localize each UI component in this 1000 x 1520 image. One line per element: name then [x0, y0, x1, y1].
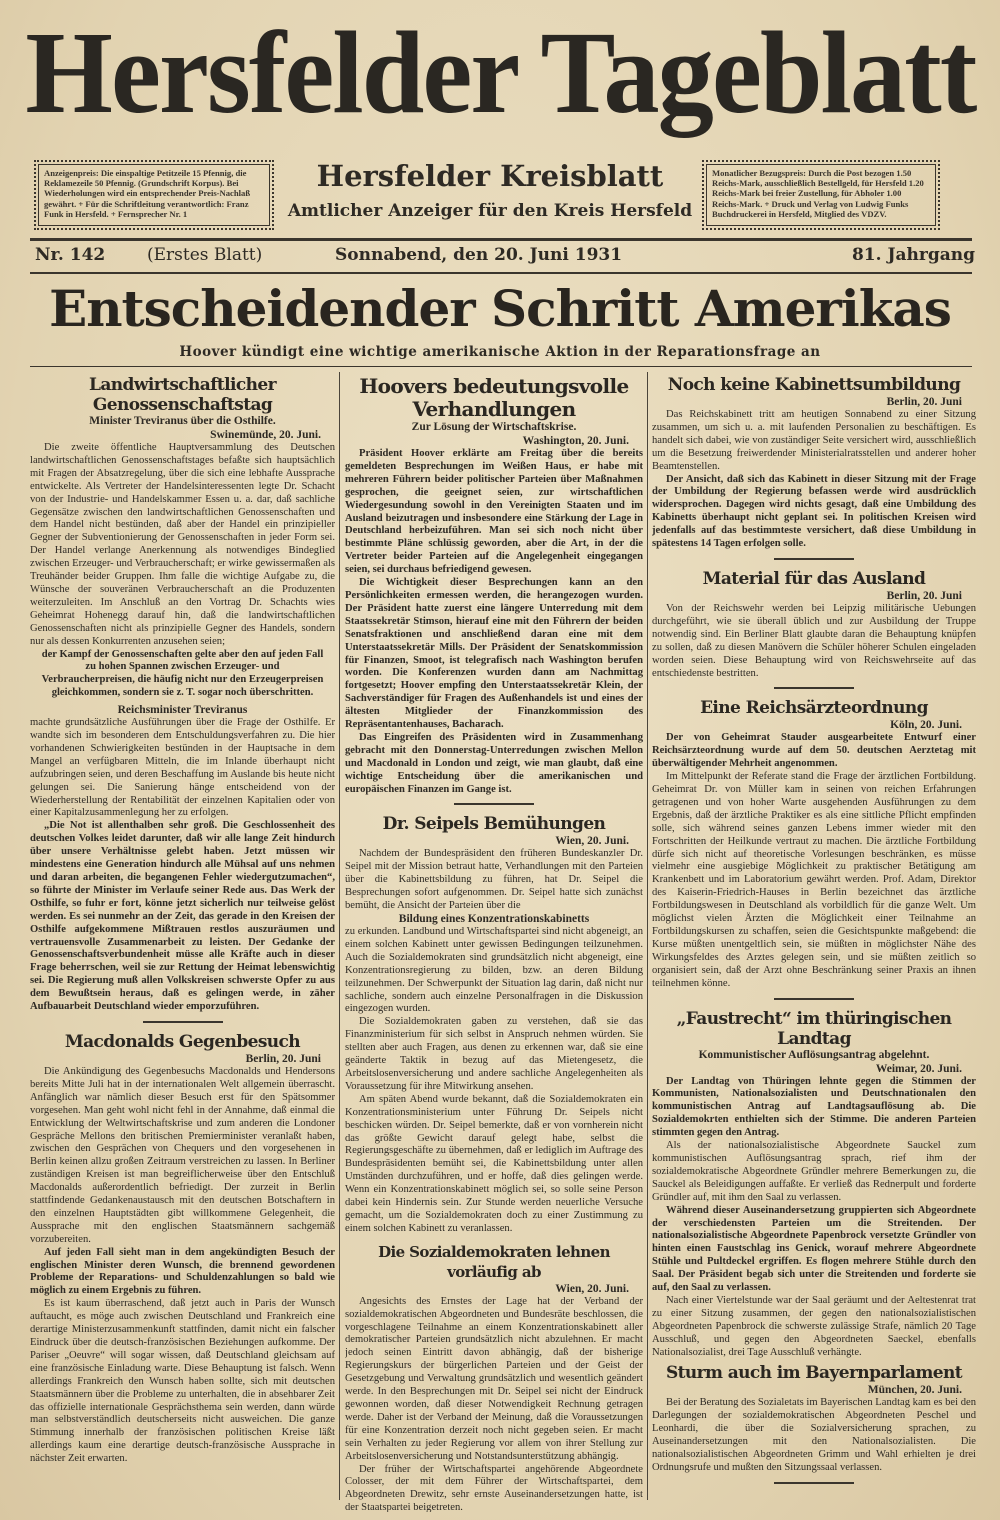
- article-title: Dr. Seipels Bemühungen: [382, 814, 606, 835]
- newspaper-title: Hersfelder Tageblatt: [24, 7, 976, 138]
- article-title: Landwirtschaftlicher Genossenschaftstag: [89, 375, 276, 415]
- paragraph: Die Ankündigung des Gegenbesuchs Macdonalds und Hendersons bereits Mitte Juli hat in der internationalen Welt allgemein überrascht. Anfänglich war nämlich dieser Besuch erst für den Spätsommer vorgesehen. Man geht wohl nicht fehl in der Annahme, daß einmal die Entwicklung der Weltwirtschaftskrise und zum anderen die Londoner Gespräche Mellons den britischen Premierminister veranlaßt haben, zwischen den Gesprächen von Chequers und den vorgesehenen in Berlin keinen allzu großen Zeitraum verstreichen zu lassen. In Berliner zuständigen Kreisen ist man begreiflicherweise über den Entschluß Macdonalds außerordentlich befriedigt. Der zurzeit in Berlin stattfindende Gedankenaustausch mit den deutschen Botschaftern in den einzelnen Hauptstädten gibt willkommene Gelegenheit, die Aussprache mit den englischen Staatsmännern sachgemäß vorzubereiten.: [30, 1065, 335, 1245]
- newspaper-title-row: [0, 8, 1000, 143]
- separator: [774, 558, 854, 560]
- article-subtitle: Zur Lösung der Wirtschaftskrise.: [411, 421, 577, 433]
- dateline: [35, 244, 975, 268]
- article-ausland: [652, 569, 976, 680]
- divider: [30, 366, 972, 367]
- kreisblatt-title: Hersfelder Kreisblatt: [316, 159, 664, 193]
- kreisblatt-title-row: [282, 158, 698, 194]
- article-macdonald: [30, 1032, 335, 1466]
- divider: [30, 272, 972, 274]
- paragraph: Als der nationalsozialistische Abgeordnete Sauckel zum kommunistischen Auflösungsantrag sprach, rief ihm der sozialdemokratische Abgeordnete Gründler mehrere Bemerkungen zu, die Sauckel als Beleidigungen auffaßte. Er verließ das Rednerpult und forderte Gründler auf, mit ihm den Saal zu verlassen.: [652, 1140, 976, 1203]
- article-title: „Faustrecht“ im thüringischen Landtag: [676, 1008, 952, 1049]
- column-1: [30, 375, 335, 1512]
- paragraph: Im Mittelpunkt der Referate stand die Frage der ärztlichen Fortbildung. Geheimrat Dr. von Müller kam in seinen von reichen Erfahrungen getragenen und von hoher Warte ausgehenden Ausführungen zu dem Ergebnis, daß der ärztliche Praktiker es als eine sittliche Pflicht empfinden solle, sich während seines ganzen Lebens immer wieder mit den Fortschritten der Heilkunde vertraut zu machen. Die ärztliche Fortbildung dürfe sich nicht auf theoretische Vorlesungen beschränken, es müsse vielmehr eine ausgiebige Möglichkeit zu praktischer Betätigung am Krankenbett und im Laboratorium gewährt werden. Prof. Adam, Direktor des Kaiserin-Friedrich-Hauses in Berlin bezeichnet das ärztliche Fortbildungswesen in Deutschland als vorbildlich für die ganze Welt. Um möglichst vielen Ärzten die Möglichkeit einer Teilnahme an Fortbildungskursen zu schaffen, seien die Gesichtspunkte maßgebend: die Kurse müßten unentgeltlich sein, sie müßten in möglichster Nähe des Wirkungsfeldes des Arztes gelegen sein, und sie müßten zeitlich so organisiert sein, daß der Arzt ohne Beschränkung seiner Praxis an ihnen teilnehmen könne.: [652, 771, 976, 989]
- article-dateline: Wien, 20. Juni.: [555, 835, 629, 848]
- interheading: Reichsminister Treviranus: [117, 704, 248, 717]
- paragraph: Auf jeden Fall sieht man in dem angekündigten Besuch der englischen Minister deren Wunsch, die brennend gewordenen Probleme der Reparations- und Schuldenzahlungen so bald wie möglich zu einem Ergebnis zu führen.: [30, 1246, 335, 1297]
- article-dateline: Köln, 20. Juni.: [890, 719, 962, 732]
- paragraph: Präsident Hoover erklärte am Freitag über die bereits gemeldeten Besprechungen im Weißen Haus, er habe mit mehreren Führern beider politischer Parteien über Maßnahmen gesprochen, die geeignet seien, zur wirtschaftlichen Wiedergesundung sowohl in den Vereinigten Staaten und im Ausland beizutragen und insbesondere eine Stärkung der Lage in Deutschland herbeizuführen. Man sei sich noch nicht über bestimmte Pläne schlüssig geworden, aber die Art, in der die Vertreter beider Parteien auf die Angelegenheit eingegangen seien, sei durchaus befriedigend gewesen.: [345, 448, 643, 576]
- article-dateline: Berlin, 20. Juni: [245, 1052, 321, 1065]
- paragraph: Der früher der Wirtschaftspartei angehörende Abgeordnete Colosser, der mit dem Führer der Wirtschaftspartei, dem Abgeordneten Drewitz, sehr ernste Auseinandersetzungen hatte, ist der Staatspartei beigetreten.: [345, 1463, 643, 1512]
- article-title: Die Sozialdemokraten lehnen vorläufig ab: [378, 1242, 610, 1281]
- official-gazette-line: Amtlicher Anzeiger für den Kreis Hersfeld: [287, 201, 693, 221]
- paragraph: der Kampf der Genossenschaften gelte aber den auf jeden Fall zu hohen Spannen zwischen Erzeuger- und Verbraucherpreisen, die häufig nicht nur den Erzeugerpreisen gleichkommen, sondern sie z. T. sogar noch überschritten.: [41, 648, 324, 699]
- article-dateline: München, 20. Juni.: [867, 1384, 962, 1397]
- article-title: Sturm auch im Bayernparlament: [665, 1363, 963, 1384]
- article-dateline: Swinemünde, 20. Juni.: [210, 429, 321, 441]
- separator: [774, 998, 854, 1000]
- paragraph: Der Landtag von Thüringen lehnte gegen die Stimmen der Kommunisten, Nationalsozialisten und Deutschnationalen den kommunistischen Antrag auf Landtagsauflösung ab. Die Sozialdemokrten enthielten sich der Stimme. Die anderen Parteien stimmten gegen den Antrag.: [652, 1075, 976, 1139]
- article-subtitle: Minister Treviranus über die Osthilfe.: [89, 415, 276, 427]
- column-rule: [647, 372, 648, 1500]
- paragraph: Bei der Beratung des Sozialetats im Bayerischen Landtag kam es bei den Darlegungen der sozialdemokratischen Abgeordneten Peschel und Leonhardi, die über die Sozialversicherung sprachen, zu Auseinandersetzungen mit den Nationalsozialisten. Die nationalsozialistischen Abgeordneten Grimm und Wahl erhielten je drei Ordnungsrufe und mußten den Sitzungssaal verlassen.: [652, 1397, 976, 1473]
- paragraph: Nachdem der Bundespräsident den früheren Bundeskanzler Dr. Seipel mit der Mission betraut hatte, Verhandlungen mit den Parteien über die Kabinettsbildung zu führen, hat Dr. Seipel die Besprechungen sofort aufgenommen. Dr. Seipel hatte sich zunächst bemüht, die Ansicht der Parteien über die: [345, 848, 643, 912]
- paragraph: Während dieser Auseinandersetzung gruppierten sich Abgeordnete der verschiedensten Parteien um die Streitenden. Der nationalsozialistische Abgeordnete Papenbrock versetzte Gründler von hinten einen Faustschlag ins Genick, worauf mehrere Abgeordnete Stühle und Pultdeckel ergriffen. Es flogen mehrere Stühle durch den Saal. Der Präsident begab sich unter die Streitenden und forderte sie auf, den Saal zu verlassen.: [652, 1204, 976, 1294]
- paragraph: Das Reichskabinett tritt am heutigen Sonnabend zu einer Sitzung zusammen, um sich u. a. mit laufenden Personalien zu beschäftigen. Es handelt sich dabei, wie von zuständiger Seite versichert wird, ausschließlich um die Besetzung freiwerdender Ministerialratsstellen und anderer hoher Beamtenstellen.: [652, 409, 976, 472]
- article-dateline: Berlin, 20. Juni: [886, 396, 962, 408]
- article-dateline: Berlin, 20. Juni: [886, 589, 962, 602]
- column-3: [652, 375, 976, 1512]
- paragraph: zu erkunden. Landbund und Wirtschaftspartei sind nicht abgeneigt, an einem solchen Kabinett unter gewissen Bedingungen teilzunehmen. Auch die Sozialdemokraten sind grundsätzlich nicht abgeneigt, eine Konzentrationsregierung zu bilden, bzw. an deren Bildung teilzunehmen. Der Schwerpunkt der Situation lag darin, daß nicht nur sachliche, sondern auch einzelne Personalfragen in die Diskussion eingezogen wurden.: [345, 926, 643, 1015]
- article-dateline: Wien, 20. Juni.: [555, 1282, 629, 1295]
- paragraph: Das Eingreifen des Präsidenten wird in Zusammenhang gebracht mit den Donnerstag-Unterredungen zwischen Mellon und Macdonald in London und zeigt, wie man glaubt, daß eine wichtige Entscheidung über die amerikanischen und europäischen Finanzen im Gange ist.: [345, 731, 643, 795]
- paragraph: Von der Reichswehr werden bei Leipzig militärische Uebungen durchgeführt, wie sie überall üblich und zur Ausbildung der Truppe notwendig sind. Ein Berliner Blatt glaubte daran die Behauptung knüpfen zu sollen, daß zu diesen Manövern die Schüler höherer Schulen eingeladen worden seien. Diese Behauptung wird von Reichswehrseite auf das entschiedenste bestritten.: [652, 602, 976, 679]
- article-title: Eine Reichsärzteordnung: [700, 698, 928, 719]
- paragraph: „Die Not ist allenthalben sehr groß. Die Geschlossenheit des deutschen Volkes leidet darunter, daß wir alle lange Zeit hindurch über unsere Verhältnisse gelebt haben. Jetzt müssen wir mindestens eine Generation hindurch alle Mühsal auf uns nehmen und daran arbeiten, die begangenen Fehler wiedergutzumachen“, so führte der Minister im Verlaufe seiner Rede aus. Das Werk der Osthilfe, so fuhr er fort, könne jetzt sicherlich nur teilweise gelöst werden. Es sei nunmehr an der Zeit, das gerade in den Kreisen der Osthilfe aufgekommene Mißtrauen restlos auszuräumen und vertrauensvolle Zusammenarbeit zu leisten. Der Gedanke der Genossenschaftsverbundenheit müsse alle Kräfte auch in dieser Frage beherrschen, weil sie zur Rettung der Heimat lebenswichtig sei. Die Regierung muß allen Volkskreisen schwerste Opfer zu aus dem Bewußtsein heraus, daß es gelingen werde, in zäher Aufbauarbeit Deutschland wieder emporzuführen.: [30, 820, 335, 1013]
- divider: [30, 238, 972, 241]
- masthead-subtitle-block: [282, 158, 698, 222]
- paragraph: Die Sozialdemokraten gaben zu verstehen, daß sie das Finanzministerium für sich selbst in Anspruch nehmen würden. Sie stellten aber auch Fragen, aus denen zu erkennen war, daß sie eine geänderte Taktik in bezug auf das Mietengesetz, die Arbeitslosenversicherung und andere sachliche Angelegenheiten als Voraussetzung für ihre Mitwirkung ansehen.: [345, 1016, 643, 1092]
- edition: (Erstes Blatt): [147, 245, 263, 265]
- separator: [143, 1021, 223, 1023]
- separator: [454, 803, 534, 805]
- volume: 81. Jahrgang: [851, 245, 975, 265]
- lead-headline-row: [0, 280, 1000, 340]
- paragraph: Angesichts des Ernstes der Lage hat der Verband der sozialdemokratischen Abgeordneten und Bundesräte beschlossen, die vorgeschlagene Teilnahme an einem Konzentrationskabinett aller demokratischer Parteien grundsätzlich nicht abzulehnen. Er macht jedoch seinen Eintritt davon abhängig, daß der bisherige Regierungskurs der bürgerlichen Parteien und der Geist der Gesetzgebung und Verwaltung grundsätzlich und wesentlich geändert werde. In den Besprechungen mit Dr. Seipel sei nicht der Eindruck gewonnen worden, daß dieser Notwendigkeit Rechnung getragen werde. Daher ist der Verband der Meinung, daß die Voraussetzungen für eine Konzentration derzeit noch nicht gegeben seien. Er macht sein Verhalten zu jeder Regierung vor allem von ihrer Stellung zur Arbeitslosenversicherung und Notstandsunterstützung abhängig.: [345, 1295, 643, 1462]
- lead-headline: Entscheidender Schritt Amerikas: [49, 279, 951, 338]
- article-title: Macdonalds Gegenbesuch: [64, 1031, 301, 1052]
- paragraph: Nach einer Viertelstunde war der Saal geräumt und der Aeltestenrat trat zu einer Sitzung zusammen, der gegen den nationalsozialistischen Abgeordneten Papenbrock die schwerste zulässige Strafe, nämlich 20 Tage Ausschluß, und gegen den Abgeordneten Saeckel, ebenfalls Nationalsozialist, drei Tage Ausschluß verhängte.: [652, 1294, 976, 1358]
- article-title: Hoovers bedeutungsvolle Verhandlungen: [359, 375, 629, 421]
- official-gazette-row: [282, 200, 698, 222]
- article-hoover: [345, 375, 643, 796]
- paragraph: machte grundsätzliche Ausführungen über die Frage der Osthilfe. Er wandte sich im besonderen dem Entschuldungsverfahren zu. Die hier vorhandenen Schwierigkeiten bestünden in der Hauptsache in dem Mangel an verfügbaren Mitteln, die im Inlande überhaupt nicht aufzubringen seien, und deren Beschaffung im Auslande bis heute nicht gelungen sei. Die Sanierung hänge entscheidend von der Wiederherstellung der Rentabilität der einzelnen Kapitalien oder von einer Kapitalzusammenlegung her zu erfolgen.: [30, 717, 335, 819]
- issue-number: Nr. 142: [35, 245, 106, 265]
- paragraph: Am späten Abend wurde bekannt, daß die Sozialdemokraten ein Konzentrationsministerium unter Führung Dr. Seipels nicht beschicken würden. Dr. Seipel bemerkte, daß er von vornherein nicht das größte Gewicht darauf gelegt habe, selbst die Regierungsgeschäfte zu übernehmen, daß er lediglich im Auftrage des Bundespräsidenten bemüht sei, die Kabinettsbildung unter allen Umständen durchzuführen, und er hoffe, daß dies gelingen werde. Wenn ein Konzentrationskabinett möglich sei, so solle seine Person dabei kein Hindernis sein. Zur Stunde werden neuerliche Versuche gemacht, um die Sozialdemokraten doch zu einer Zustimmung zu einem solchen Kabinett zu veranlassen.: [345, 1093, 643, 1234]
- article-dateline: Washington, 20. Juni.: [522, 435, 629, 447]
- paragraph: Der von Geheimrat Stauder ausgearbeitete Entwurf einer Reichsärzteordnung wurde auf dem 50. deutschen Aerztetag mit überwältigender Mehrheit angenommen.: [652, 732, 976, 770]
- article-bayernparlament: [652, 1363, 976, 1474]
- paragraph: Die zweite öffentliche Hauptversammlung des Deutschen landwirtschaftlichen Genossenschaftstages befaßte sich hauptsächlich mit Fragen der Absatzregelung, über die sich eine lebhafte Aussprache entwickelte. Als Vertreter der Handelsinteressenten legte Dr. Schacht von der Industrie- und Handelskammer Essen u. a. dar, daß sachliche Gegensätze zwischen den landwirtschaftlichen Genossenschaften und dem Handel nicht bestünden, daß aber der Handel ein prinzipieller Gegner der Subventionierung der Genossenschaften in jeder Form sei. Der Handel verlange Anerkennung als notwendiges Bindeglied zwischen Erzeuger- und Verbraucherschaft; er wirke gewissermaßen als Treuhänder beider Gruppen. Ihm falle die wichtige Aufgabe zu, die Wünsche der souveränen Verbraucherschaft an die Produzenten weiterzuleiten. Im Anschluß an den Vortrag Dr. Schachts wies Geheimrat Hohenegg darauf hin, daß die landwirtschaftlichen Genossenschaften nicht als prinzipielle Gegner des Handels, sondern nur als dessen Konkurrenten anzusehen seien;: [30, 442, 335, 647]
- issue-date: Sonnabend, den 20. Juni 1931: [335, 245, 623, 265]
- lead-subheadline: Hoover kündigt eine wichtige amerikanische Aktion in der Reparationsfrage an: [179, 344, 821, 360]
- paragraph: Der Ansicht, daß sich das Kabinett in dieser Sitzung mit der Frage der Umbildung der Regierung befassen werde wird ausdrücklich widersprochen. Dagegen wird nichts gesagt, daß eine Umbildung des Kabinetts überhaupt nicht geplant sei. In politischen Kreisen wird jedenfalls auf das bestimmteste versichert, daß diese Umbildung in spätestens 14 Tagen erfolgen solle.: [652, 473, 976, 550]
- ad-prices-box: Anzeigenpreis: Die einspaltige Petitzeile 15 Pfennig, die Reklamezeile 50 Pfennig. (Grundschrift Korpus). Bei Wiederholungen wird ein entsprechender Preis-Nachlaß gewährt. + Für die Schriftleitung verantwortlich: Franz Funk in Hersfeld. + Fernsprecher Nr. 1: [34, 160, 274, 230]
- article-title: Noch keine Kabinettsumbildung: [667, 375, 961, 395]
- article-seipel: [345, 814, 643, 1235]
- interheading: Bildung eines Konzentrationskabinetts: [398, 913, 590, 925]
- column-rule: [339, 372, 340, 1500]
- subscription-box: Monatlicher Bezugspreis: Durch die Post bezogen 1.50 Reichs-Mark, ausschließlich Bestellgeld, für Hersfeld 1.20 Reichs-Mark bei freier Zustellung, für Abholer 1.00 Reichs-Mark. + Druck und Verlag von Ludwig Funks Buchdruckerei in Hersfeld, Mitglied des VDZV.: [702, 160, 940, 230]
- article-faustrecht: [652, 1009, 976, 1360]
- paragraph: Es ist kaum überraschend, daß jetzt auch in Paris der Wunsch auftaucht, es möge auch zwischen Deutschland und Frankreich eine derartige Ministerzusammenkunft stattfinden, damit nicht ein falscher Eindruck über die deutsch-französischen Beziehungen aufkomme. Der Pariser „Oeuvre“ will sogar wissen, daß Deutschland gleichsam auf eine französische Einladung warte. Diese Behauptung ist falsch. Wenn allerdings Frankreich den Wunsch haben sollte, sich mit deutschen Staatsmännern über die Probleme zu unterhalten, die in absehbarer Zeit das offizielle internationale Gesprächsthema sein werden, dann würde man selbstverständlich deutscherseits nicht ausweichen. Die ganze Stimmung innerhalb der französischen politischen Kreise läßt allerdings kaum eine derartige deutsch-französische Aussprache in nächster Zeit erwarten.: [30, 1298, 335, 1465]
- separator: [774, 687, 854, 689]
- article-sozialdemokraten: [345, 1242, 643, 1512]
- article-aerzteordnung: [652, 698, 976, 990]
- paragraph: Die Wichtigkeit dieser Besprechungen kann an den Persönlichkeiten ermessen werden, die herangezogen wurden. Der Präsident hatte zuerst eine längere Unterredung mit dem Staatssekretär Stimson, hierauf eine mit den Führern der beiden Senatsfraktionen und anschließend daran eine mit dem Unterstaatssekretär Mills. Der Präsident der Senatskommission für Finanzen, Smoot, ist telegrafisch nach Washington berufen worden. Die Konferenzen wurden dann am Nachmittag fortgesetzt; Hoover empfing den Unterstaatssekretär Klein, der Sachverständiger für Fragen des Außenhandels ist und eines der ältesten Mitglieder der Finanzkommission des Repräsentantenhauses, Bacharach.: [345, 577, 643, 731]
- separator: [774, 1482, 854, 1484]
- column-2: [345, 375, 643, 1512]
- article-subtitle: Kommunistischer Auflösungsantrag abgelehnt.: [698, 1048, 930, 1061]
- article-kabinett: [652, 375, 976, 551]
- article-title: Material für das Ausland: [702, 568, 926, 589]
- article-genossenschaftstag: [30, 375, 335, 1014]
- article-dateline: Weimar, 20. Juni.: [875, 1062, 962, 1075]
